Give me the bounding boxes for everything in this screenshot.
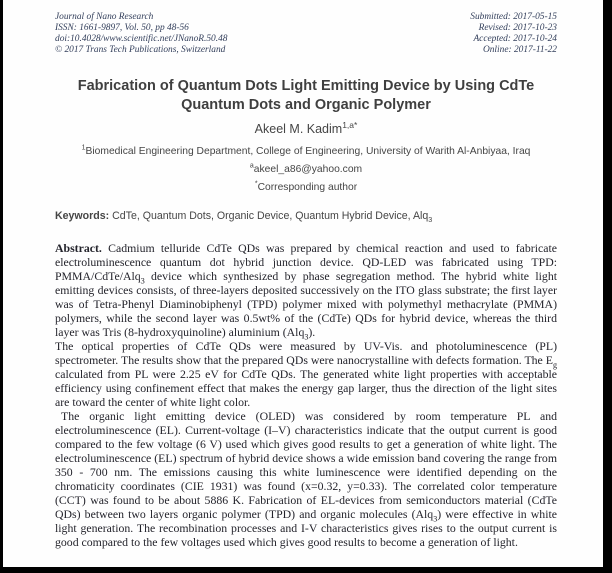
online-date: Online: 2017-11-22 [482,45,557,55]
journal-copyright: © 2017 Trans Tech Publications, Switzerland [55,45,226,55]
abstract-paragraph-3: The organic light emitting device (OLED) was considered by room temperature PL and electroluminescence (EL). Current-voltage (I–V) characteristics indicate that the output current is good compared to the few voltage (6 V) used which gives good results to get a generation of white light. The electroluminescence (EL) spectrum of hybrid device shows a wide emission band covering the range from 350 - 700 nm. The emissions causing this white luminescence were identified depending on the chromaticity coordinates (CIE 1931) was found (x=0.32, y=0.33). The correlated color temperature (CCT) was found to be about 5886 K. Fabrication of EL-devices from semiconductors material (CdTe QDs) between two layers organic polymer (TPD) and organic molecules (Alq$_3$) were effective in white light generation. The recombination processes and I-V characteristics gives rises to the output current is good compared to the few voltages used which gives good results to become a generation of light. [55,409,557,549]
keywords-line [55,210,557,225]
author-name: Akeel M. Kadim$^{1,a*}$ [254,119,358,136]
author-email: $^a$akeel_a86@yahoo.com [249,162,363,175]
abstract-label: Abstract. [55,241,102,255]
abstract-paragraph-1 [55,241,557,342]
journal-header [55,12,557,56]
journal-info-block [55,12,227,56]
submission-dates-block [470,12,557,56]
abstract-paragraph-1-text: Cadmium telluride CdTe QDs was prepared by chemical reaction and used to fabricate electroluminescence quantum dot hybrid junction device. QD-LED was fabricated using TPD: PMMA/CdTe/Alq$_3$ device which synthesized by phase segregation method. The hybrid white light emitting devices consists, of three-layers deposited successively on the ITO glass substrate; the first layer was of Tetra-Phenyl Diaminobiphenyl (TPD) polymer mixed with polymethyl methacrylate (PMMA) polymers, while the second layer was 0.5wt% of the (CdTe) QDs for hybrid device, whereas the third layer was Tris (8-hydroxyquinoline) aluminium (Alq$_3$). [55,241,557,342]
keywords-label: Keywords: [55,210,110,222]
accepted-date: Accepted: 2017-10-24 [473,34,557,44]
author-affiliation: $^1$Biomedical Engineering Department, College of Engineering, University of Warith Al-Anbiyaa, Iraq [81,144,531,157]
corresponding-author-note: *Corresponding author [254,180,358,193]
revised-date: Revised: 2017-10-23 [478,23,557,33]
keywords-text: CdTe, Quantum Dots, Organic Device, Quantum Hybrid Device, Alq$_3$ [109,210,433,225]
abstract-paragraph-2: The optical properties of CdTe QDs were measured by UV-Vis. and photoluminescence (PL) spectrometer. The results show that the prepared QDs were nanocrystalline with defects formation. The $E_g$ calculated from PL were 2.25 eV for CdTe QDs. The generated white light properties with acceptable efficiency using confinement effect that makes the energy gap larger, thus the direction of the light sites are toward the center of white light color. [55,339,557,409]
paper-page [3,0,603,549]
journal-issn-volume: ISSN: 1661-9897, Vol. 50, pp 48-56 [55,23,189,33]
abstract-section [55,241,557,549]
journal-doi: doi:10.4028/www.scientific.net/JNanoR.50.48 [55,34,228,44]
journal-name: Journal of Nano Research [55,12,154,22]
paper-title: Fabrication of Quantum Dots Light Emitting Device by Using CdTe Quantum Dots and Organic Polymer [77,78,535,113]
submitted-date: Submitted: 2017-05-15 [470,12,557,22]
